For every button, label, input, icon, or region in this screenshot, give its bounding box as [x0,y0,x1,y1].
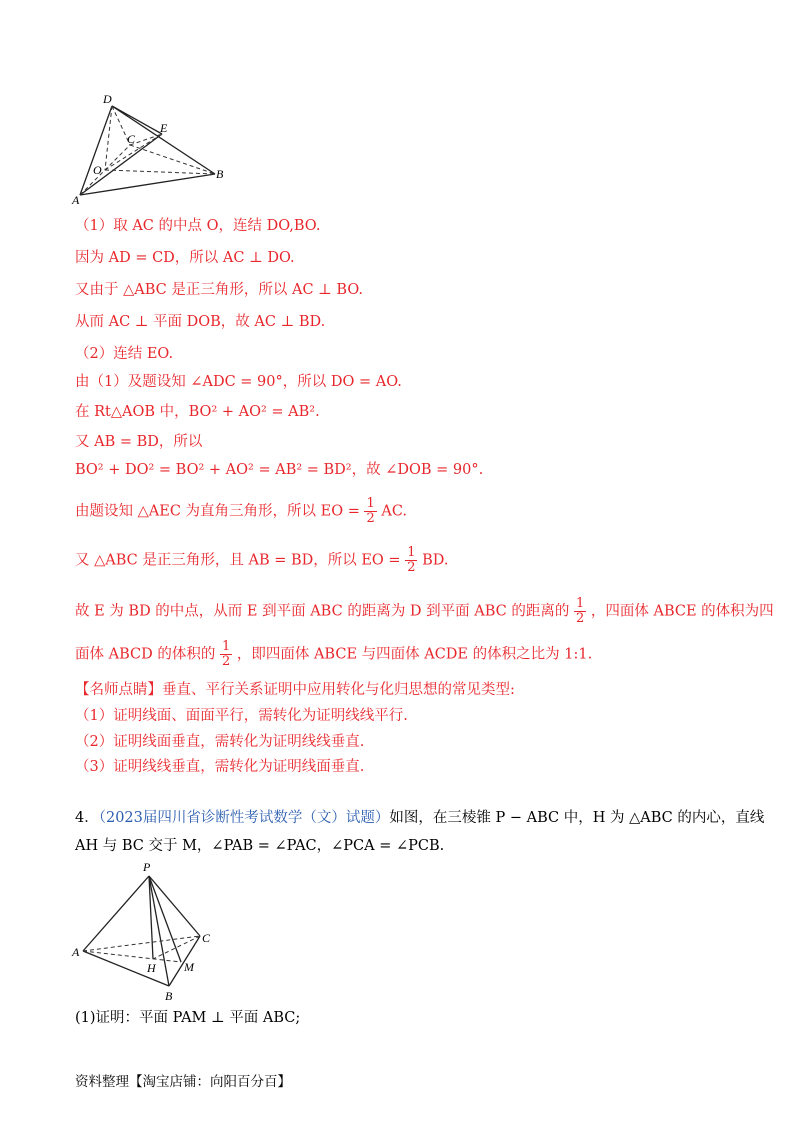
solution-line-11-text: 又 △ABC 是正三角形，且 AB = BD，所以 EO = [75,552,401,569]
problem-number: 4． [75,810,99,826]
solution-line-8: 又 AB = BD，所以 [75,434,203,450]
label-h: H [147,961,156,975]
solution-line-10-tail: AC. [381,503,408,520]
label-b: B [165,989,173,1003]
problem-source: （2023届四川省诊断性考试数学（文）试题） [98,810,390,826]
problem-4-line-2: AH 与 BC 交于 M，∠PAB = ∠PAC，∠PCA = ∠PCB. [75,838,445,854]
tips-item-3: （3）证明线线垂直，需转化为证明线面垂直. [75,759,365,775]
label-c: C [127,132,136,146]
fraction-one-half: $\frac{1}{2}$ [575,596,585,626]
label-d: D [103,92,112,106]
solution-line-3: 又由于 △ABC 是正三角形，所以 AC ⊥ BO. [75,282,363,298]
tips-item-1: （1）证明线面、面面平行，需转化为证明线线平行. [75,708,408,724]
footer-source: 资料整理【淘宝店铺：向阳百分百】 [75,1074,291,1090]
figure-tetrahedron-pabc [70,858,220,1006]
solution-line-12 [75,597,774,626]
solution-line-12-tail: ，四面体 ABCE 的体积为四 [590,603,774,620]
solution-line-10 [75,497,407,526]
solution-line-2: 因为 AD = CD，所以 AC ⊥ DO. [75,250,295,266]
solution-line-1: （1）取 AC 的中点 O，连结 DO,BO. [75,218,321,234]
figure-tetrahedron-abcd [70,92,240,207]
problem-4-part-1: (1)证明：平面 PAM ⊥ 平面 ABC; [75,1010,301,1026]
solution-line-7: 在 Rt△AOB 中，BO² + AO² = AB². [75,404,320,420]
label-b: B [216,167,224,181]
solution-line-10-text: 由题设知 △AEC 为直角三角形，所以 EO = [75,503,360,520]
label-a: A [72,945,80,959]
label-p: P [143,860,151,874]
solution-line-11-tail: BD. [422,552,449,569]
tips-title: 【名师点睛】垂直、平行关系证明中应用转化与化归思想的常见类型: [75,682,515,698]
solution-line-13-text: 面体 ABCD 的体积的 [75,646,216,663]
solution-line-9: BO² + DO² = BO² + AO² = AB² = BD²，故 ∠DOB = 90°. [75,462,484,478]
solution-line-6: 由（1）及题设知 ∠ADC = 90°，所以 DO = AO. [75,374,402,390]
solution-line-13 [75,640,592,669]
label-e: E [160,121,168,135]
solution-line-5: （2）连结 EO. [75,346,174,362]
problem-4-line-1 [75,808,764,828]
fraction-one-half: $\frac{1}{2}$ [366,496,375,526]
problem-text-1: 如图，在三棱锥 P − ABC 中，H 为 △ABC 的内心，直线 [389,810,765,826]
solution-line-12-text: 故 E 为 BD 的中点，从而 E 到平面 ABC 的距离为 D 到平面 ABC 的距离的 [75,603,570,620]
tips-item-2: （2）证明线面垂直，需转化为证明线线垂直. [75,734,365,750]
label-a: A [72,193,80,207]
label-m: M [184,960,194,974]
fraction-one-half: $\frac{1}{2}$ [407,545,416,575]
fraction-one-half: $\frac{1}{2}$ [221,639,231,669]
solution-line-11 [75,546,448,575]
label-c: C [202,931,211,945]
label-o: O [93,163,102,177]
solution-line-4: 从而 AC ⊥ 平面 DOB，故 AC ⊥ BD. [75,314,326,330]
solution-line-13-tail: ，即四面体 ABCE 与四面体 ACDE 的体积之比为 1:1. [236,646,593,663]
